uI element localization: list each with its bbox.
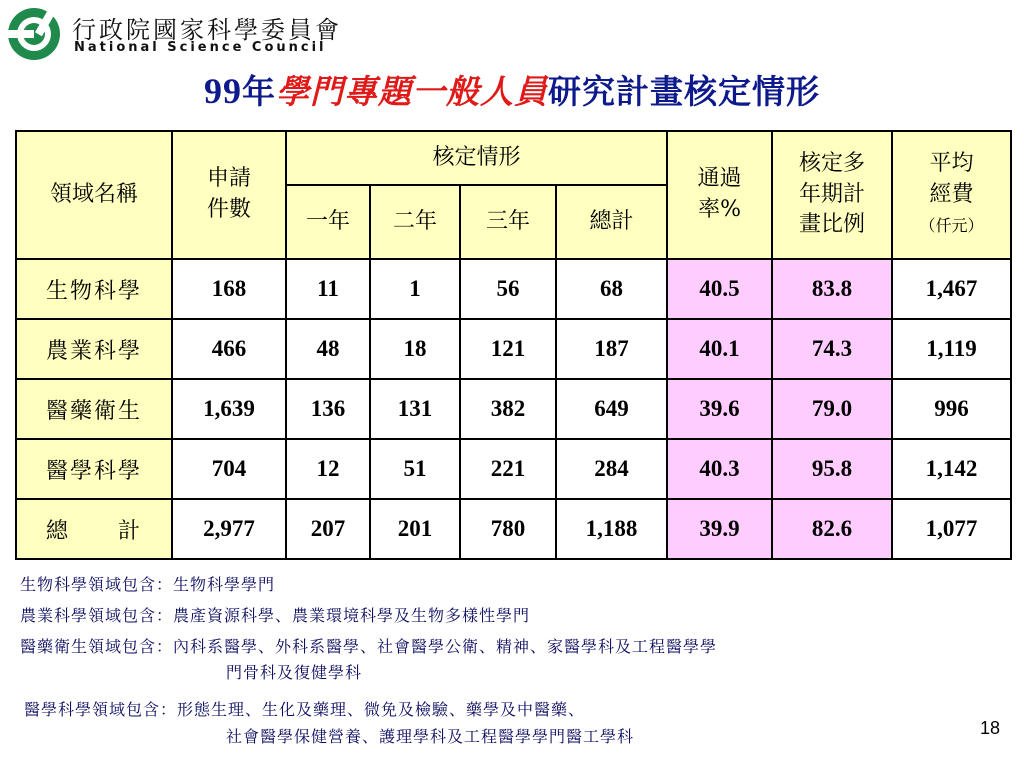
cell-total: 1,188 <box>556 499 667 559</box>
header-one-year: 一年 <box>286 185 370 259</box>
cell-applications: 2,977 <box>172 499 286 559</box>
cell-total: 649 <box>556 379 667 439</box>
cell-one-year: 12 <box>286 439 370 499</box>
table-row <box>16 379 1011 439</box>
note-bio-science <box>20 572 275 595</box>
row-field-name: 醫學科學 <box>16 439 172 499</box>
note-text-continued: 門骨科及復健學科 <box>226 663 363 682</box>
header-pass-rate: 通過 率% <box>667 131 772 259</box>
cell-pass-rate: 39.6 <box>667 379 772 439</box>
cell-average-funding: 996 <box>892 379 1011 439</box>
org-name-english: National Science Council <box>74 40 327 55</box>
note-text-continued: 社會醫學保健營養、護理學科及工程醫學學門醫工學科 <box>226 727 635 746</box>
cell-multi-year-ratio: 79.0 <box>772 379 892 439</box>
cell-multi-year-ratio: 82.6 <box>772 499 892 559</box>
note-text: 內科系醫學、外科系醫學、社會醫學公衛、精神、家醫學科及工程醫學學 <box>173 637 718 656</box>
cell-pass-rate: 40.3 <box>667 439 772 499</box>
cell-one-year: 207 <box>286 499 370 559</box>
note-medical-science-cont <box>226 724 634 747</box>
header-approval-status: 核定情形 <box>286 131 667 185</box>
cell-applications: 168 <box>172 259 286 319</box>
header-two-year: 二年 <box>370 185 460 259</box>
note-medicine-health <box>20 634 717 657</box>
cell-two-year: 1 <box>370 259 460 319</box>
cell-total: 68 <box>556 259 667 319</box>
note-label: 農業科學領域包含： <box>20 606 174 625</box>
cell-two-year: 131 <box>370 379 460 439</box>
cell-three-year: 121 <box>460 319 556 379</box>
cell-three-year: 382 <box>460 379 556 439</box>
cell-pass-rate: 40.1 <box>667 319 772 379</box>
note-text: 生物科學學門 <box>173 575 276 594</box>
cell-three-year: 221 <box>460 439 556 499</box>
cell-pass-rate: 40.5 <box>667 259 772 319</box>
row-field-name: 醫藥衛生 <box>16 379 172 439</box>
page-title <box>0 66 1024 113</box>
note-medicine-health-cont <box>226 660 362 683</box>
cell-total: 284 <box>556 439 667 499</box>
cell-average-funding: 1,142 <box>892 439 1011 499</box>
note-text: 形態生理、生化及藥理、微免及檢驗、藥學及中醫藥、 <box>177 700 586 719</box>
cell-three-year: 780 <box>460 499 556 559</box>
title-remainder: 研究計畫核定情形 <box>548 72 820 111</box>
cell-applications: 704 <box>172 439 286 499</box>
cell-average-funding: 1,467 <box>892 259 1011 319</box>
cell-average-funding: 1,119 <box>892 319 1011 379</box>
cell-multi-year-ratio: 74.3 <box>772 319 892 379</box>
header-field-name: 領域名稱 <box>16 131 172 259</box>
cell-one-year: 48 <box>286 319 370 379</box>
approval-table <box>15 130 1012 560</box>
row-field-name: 生物科學 <box>16 259 172 319</box>
table-row <box>16 259 1011 319</box>
cell-multi-year-ratio: 83.8 <box>772 259 892 319</box>
note-agri-science <box>20 603 530 626</box>
row-field-name: 總 計 <box>16 499 172 559</box>
cell-average-funding: 1,077 <box>892 499 1011 559</box>
cell-two-year: 201 <box>370 499 460 559</box>
cell-one-year: 136 <box>286 379 370 439</box>
header-three-year: 三年 <box>460 185 556 259</box>
note-label: 生物科學領域包含： <box>20 575 174 594</box>
row-field-name: 農業科學 <box>16 319 172 379</box>
cell-applications: 466 <box>172 319 286 379</box>
note-medical-science <box>24 697 585 720</box>
cell-three-year: 56 <box>460 259 556 319</box>
cell-pass-rate: 39.9 <box>667 499 772 559</box>
page-number: 18 <box>979 718 1000 738</box>
cell-two-year: 18 <box>370 319 460 379</box>
cell-multi-year-ratio: 95.8 <box>772 439 892 499</box>
note-label: 醫學科學領域包含： <box>24 700 178 719</box>
cell-one-year: 11 <box>286 259 370 319</box>
cell-applications: 1,639 <box>172 379 286 439</box>
header-average-funding: 平均 經費 （仟元） <box>892 131 1011 259</box>
table-row-total <box>16 499 1011 559</box>
header-multi-year-ratio: 核定多 年期計 畫比例 <box>772 131 892 259</box>
cell-total: 187 <box>556 319 667 379</box>
nsc-logo-icon <box>6 6 62 62</box>
cell-two-year: 51 <box>370 439 460 499</box>
note-label: 醫藥衛生領域包含： <box>20 637 174 656</box>
table-row <box>16 439 1011 499</box>
header-applications: 申請 件數 <box>172 131 286 259</box>
title-discipline: 學門 <box>276 72 344 111</box>
table-row <box>16 319 1011 379</box>
note-text: 農產資源科學、農業環境科學及生物多樣性學門 <box>173 606 531 625</box>
title-year-suffix: 年 <box>242 72 276 111</box>
title-year: 99 <box>204 71 242 111</box>
header-total: 總計 <box>556 185 667 259</box>
title-project-type: 專題一般人員 <box>344 72 548 111</box>
org-name-chinese: 行政院國家科學委員會 <box>72 16 342 44</box>
